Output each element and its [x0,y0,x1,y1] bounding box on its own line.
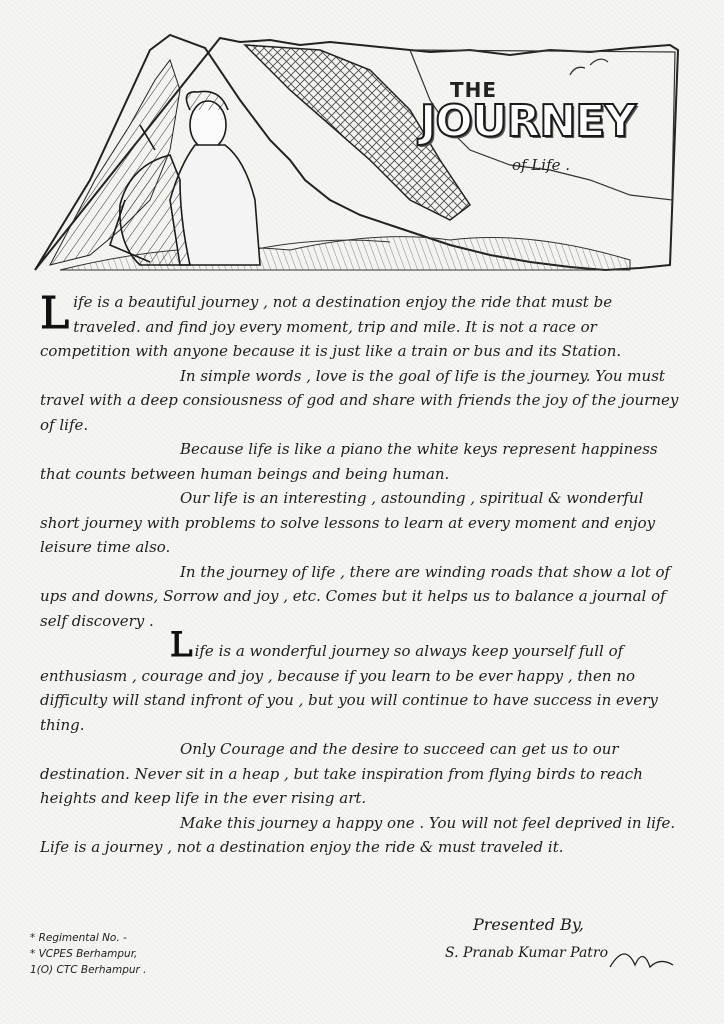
signature-block [435,915,675,985]
paragraph [40,290,680,364]
paragraph-text: ife is a beautiful journey , not a destination enjoy the ride that must be traveled. and find joy every moment, trip and mile. It is not a race or competition with anyone because it is just like a train or bus and its Station. [40,293,622,360]
title-the: THE [450,78,498,102]
paragraph: In the journey of life , there are winding roads that show a lot of ups and downs, Sorrow and joy , etc. Comes but it helps us to balance a journal of self discovery . [40,562,671,630]
paragraph: Because life is like a piano the white keys represent happiness that counts between human beings and being human. [40,440,658,483]
paragraph [40,625,680,737]
footnote-line: 1(O) CTC Berhampur . [30,964,147,976]
title-block [420,78,650,188]
paragraph: Our life is an interesting , astounding , spiritual & wonderful short journey with problems to solve lessons to learn at every moment and enjoy leisure time also. [40,489,656,556]
footnote-line: * Regimental No. - [30,932,127,944]
presenter-name: S. Pranab Kumar Patro [445,945,609,961]
footnotes [30,930,250,978]
page-title: JOURNEY [420,96,636,147]
footnote-line: * VCPES Berhampur, [30,948,138,960]
sprout-icon [570,59,608,75]
title-subtitle: of Life . [512,156,571,174]
paragraph: In simple words , love is the goal of life is the journey. You must travel with a deep consiousness of god and share with friends the joy of the journey of life. [40,366,679,434]
presented-by: Presented By, [473,915,584,934]
paragraph-text: ife is a wonderful journey so always keep yourself full of enthusiasm , courage and joy , because if you learn to be ever happy , then no difficulty will stand infront of you , but you will continue to have success in every thing. [40,642,658,734]
paragraph: Only Courage and the desire to succeed can get us to our destination. Never sit in a heap , but take inspiration from flying birds to reach heights and keep life in the ever rising art. [40,740,643,807]
signature-flourish [605,937,675,977]
drop-cap: L [40,288,70,339]
essay-body [40,290,680,860]
traveller-figure [110,91,260,265]
drop-cap: L [170,625,193,665]
paragraph: Make this journey a happy one . You will not feel deprived in life. Life is a journey , not a destination enjoy the ride & must traveled it. [40,813,676,856]
